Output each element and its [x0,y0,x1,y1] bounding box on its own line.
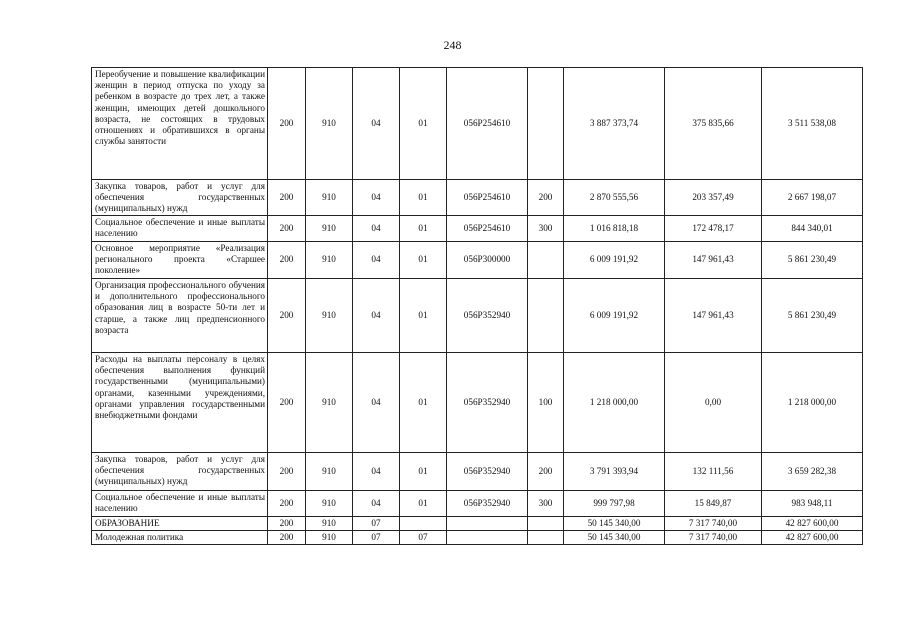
amount-total: 3 791 393,94 [564,453,665,491]
amount-total: 1 016 818,18 [564,216,665,242]
grbs-code: 910 [306,531,353,545]
amount-col2: 844 340,01 [762,216,863,242]
subsection-code: 01 [400,242,447,279]
target-article: 056P254610 [447,180,528,216]
row-name: Организация профессионального обучения и дополнительного профессионального образования лиц в возрасте 50-ти лет и старше, а также лиц предпенсионного возраста [92,279,268,353]
subsection-code: 01 [400,453,447,491]
table-row [92,180,863,216]
section-code: 04 [353,279,400,353]
section-code: 04 [353,453,400,491]
amount-col1: 0,00 [665,353,762,453]
subsection-code: 01 [400,353,447,453]
amount-col1: 7 317 740,00 [665,517,762,531]
expense-type [528,68,564,180]
row-name: Закупка товаров, работ и услуг для обеспечения государственных (муниципальных) нужд [92,180,268,216]
target-article: 056P352940 [447,491,528,517]
section-code: 04 [353,491,400,517]
ministry-code: 200 [268,453,306,491]
row-name: Молодежная политика [92,531,268,545]
amount-total: 1 218 000,00 [564,353,665,453]
expense-type [528,517,564,531]
table-row [92,353,863,453]
expense-type: 200 [528,180,564,216]
section-code: 04 [353,68,400,180]
table-row [92,531,863,545]
row-name: ОБРАЗОВАНИЕ [92,517,268,531]
section-code: 04 [353,216,400,242]
amount-col1: 132 111,56 [665,453,762,491]
expense-type: 200 [528,453,564,491]
row-name: Расходы на выплаты персоналу в целях обеспечения выполнения функций государственными (муниципальными) органами, казенными учреждениями, органами управления государственными внебюджетными фондами [92,353,268,453]
expense-type: 300 [528,491,564,517]
amount-col2: 983 948,11 [762,491,863,517]
table-row [92,453,863,491]
amount-col2: 1 218 000,00 [762,353,863,453]
table-row [92,216,863,242]
ministry-code: 200 [268,517,306,531]
ministry-code: 200 [268,180,306,216]
subsection-code: 01 [400,180,447,216]
expense-type [528,279,564,353]
row-name: Переобучение и повышение квалификации женщин в период отпуска по уходу за ребенком в возрасте до трех лет, а также женщин, имеющих детей дошкольного возраста, не состоящих в трудовых отношениях и обратившихся в органы службы занятости [92,68,268,180]
ministry-code: 200 [268,531,306,545]
expense-type: 100 [528,353,564,453]
amount-col2: 3 659 282,38 [762,453,863,491]
amount-total: 3 887 373,74 [564,68,665,180]
row-name: Закупка товаров, работ и услуг для обеспечения государственных (муниципальных) нужд [92,453,268,491]
amount-total: 2 870 555,56 [564,180,665,216]
target-article: 056P352940 [447,279,528,353]
target-article: 056P352940 [447,353,528,453]
subsection-code [400,517,447,531]
row-name: Социальное обеспечение и иные выплаты населению [92,491,268,517]
table-row [92,517,863,531]
row-name: Социальное обеспечение и иные выплаты населению [92,216,268,242]
amount-col2: 5 861 230,49 [762,242,863,279]
subsection-code: 01 [400,68,447,180]
expense-type [528,531,564,545]
target-article: 056P254610 [447,216,528,242]
target-article: 056P352940 [447,453,528,491]
amount-total: 6 009 191,92 [564,242,665,279]
subsection-code: 01 [400,279,447,353]
table-row [92,242,863,279]
amount-col1: 172 478,17 [665,216,762,242]
amount-total: 999 797,98 [564,491,665,517]
ministry-code: 200 [268,68,306,180]
amount-col2: 3 511 538,08 [762,68,863,180]
target-article: 056P254610 [447,68,528,180]
table-row [92,491,863,517]
amount-total: 50 145 340,00 [564,517,665,531]
grbs-code: 910 [306,353,353,453]
target-article: 056P300000 [447,242,528,279]
amount-col2: 42 827 600,00 [762,517,863,531]
budget-table [91,67,863,545]
amount-col1: 7 317 740,00 [665,531,762,545]
grbs-code: 910 [306,453,353,491]
amount-col1: 15 849,87 [665,491,762,517]
section-code: 04 [353,180,400,216]
expense-type: 300 [528,216,564,242]
section-code: 04 [353,242,400,279]
expense-type [528,242,564,279]
amount-col1: 203 357,49 [665,180,762,216]
row-name: Основное мероприятие «Реализация регионального проекта «Старшее поколение» [92,242,268,279]
section-code: 07 [353,531,400,545]
amount-col2: 2 667 198,07 [762,180,863,216]
ministry-code: 200 [268,242,306,279]
ministry-code: 200 [268,279,306,353]
amount-total: 50 145 340,00 [564,531,665,545]
target-article [447,531,528,545]
grbs-code: 910 [306,68,353,180]
section-code: 04 [353,353,400,453]
grbs-code: 910 [306,216,353,242]
amount-col2: 42 827 600,00 [762,531,863,545]
grbs-code: 910 [306,242,353,279]
page-number: 248 [443,38,462,52]
section-code: 07 [353,517,400,531]
subsection-code: 01 [400,491,447,517]
ministry-code: 200 [268,491,306,517]
table-row [92,68,863,180]
ministry-code: 200 [268,353,306,453]
amount-col1: 147 961,43 [665,242,762,279]
amount-col1: 375 835,66 [665,68,762,180]
table-row [92,279,863,353]
ministry-code: 200 [268,216,306,242]
target-article [447,517,528,531]
amount-col1: 147 961,43 [665,279,762,353]
subsection-code: 07 [400,531,447,545]
grbs-code: 910 [306,491,353,517]
grbs-code: 910 [306,517,353,531]
grbs-code: 910 [306,180,353,216]
amount-total: 6 009 191,92 [564,279,665,353]
grbs-code: 910 [306,279,353,353]
amount-col2: 5 861 230,49 [762,279,863,353]
subsection-code: 01 [400,216,447,242]
